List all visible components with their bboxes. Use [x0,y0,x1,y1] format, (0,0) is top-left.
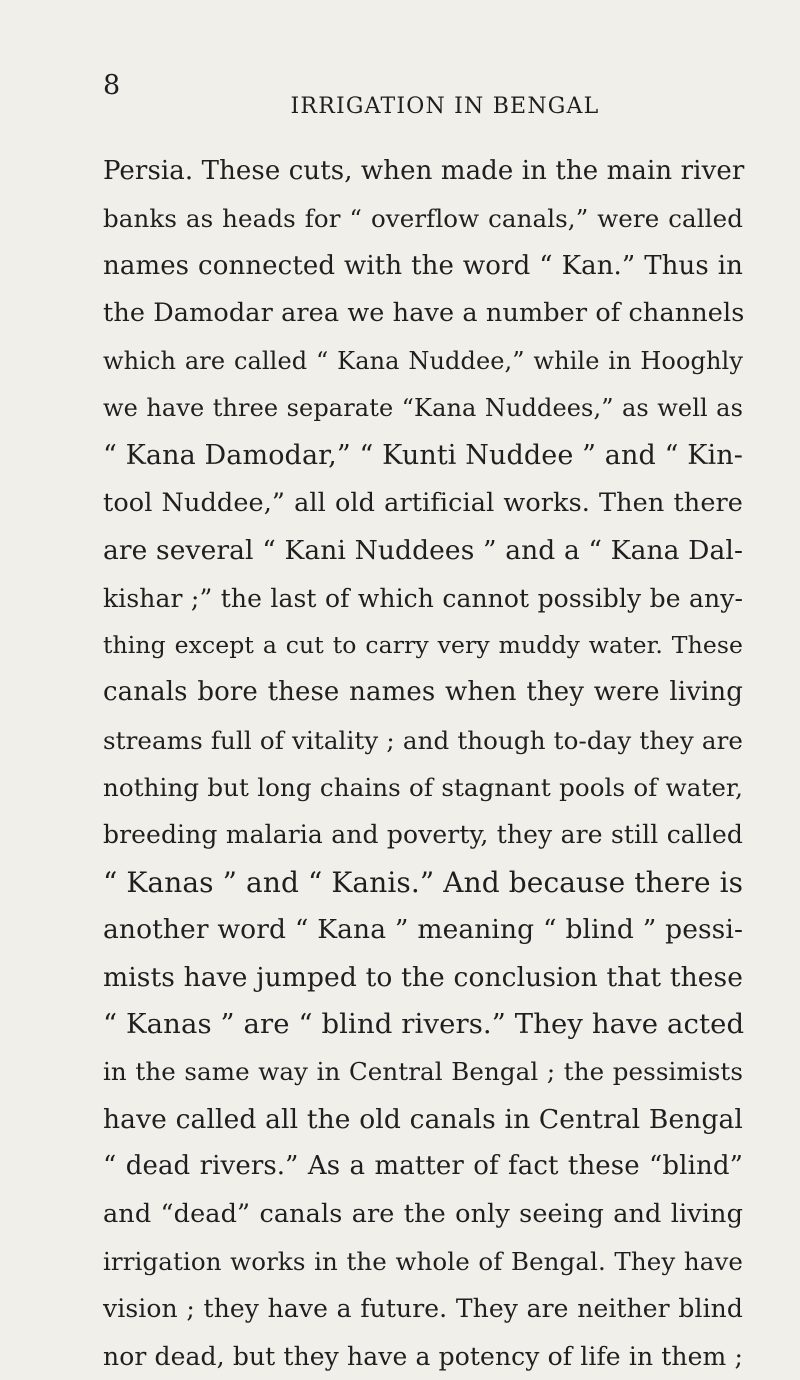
text-line: we have three separate “Kana Nuddees,” as well as [103,393,743,422]
text-line: which are called “ Kana Nuddee,” while in Hooghly [103,346,743,375]
text-line: breeding malaria and poverty, they are still called [103,820,743,850]
body-text [103,148,743,1380]
text-line: names connected with the word “ Kan.” Thus in [103,250,743,281]
text-line: vision ; they have a future. They are neither blind [103,1294,743,1324]
text-line: “ Kanas ” are “ blind rivers.” They have acted [103,1008,745,1041]
running-title: IRRIGATION IN BENGAL [290,94,600,119]
text-line: nothing but long chains of stagnant pools of water, [103,773,743,803]
text-line: in the same way in Central Bengal ; the pessimists [103,1057,743,1087]
text-line: tool Nuddee,” all old artificial works. Then there [103,487,743,518]
text-line: “ Kana Damodar,” “ Kunti Nuddee ” and “ Kin- [103,440,743,472]
text-line: irrigation works in the whole of Bengal. They have [103,1246,743,1276]
page-number: 8 [103,70,121,101]
text-line: kishar ;” the last of which cannot possibly be any- [103,583,743,613]
text-line: have called all the old canals in Central Bengal [103,1103,743,1135]
text-line: “ Kanas ” and “ Kanis.” And because there is [103,865,744,899]
text-line: canals bore these names when they were living [103,677,743,708]
text-line: “ dead rivers.” As a matter of fact these “blind” [103,1151,743,1182]
text-line: and “dead” canals are the only seeing and living [103,1198,743,1229]
text-line: nor dead, but they have a potency of life in them ; [103,1341,743,1371]
text-line: streams full of vitality ; and though to-day they are [103,725,743,755]
text-line: Persia. These cuts, when made in the main river [103,156,745,186]
text-line: the Damodar area we have a number of channels [103,298,745,329]
text-line: banks as heads for “ overflow canals,” were called [103,204,743,234]
text-line: another word “ Kana ” meaning “ blind ” pessi- [103,914,743,946]
text-line: are several “ Kani Nuddees ” and a “ Kana Dal- [103,535,743,567]
text-line: mists have jumped to the conclusion that these [103,961,743,993]
text-line: thing except a cut to carry very muddy water. These [103,630,743,659]
